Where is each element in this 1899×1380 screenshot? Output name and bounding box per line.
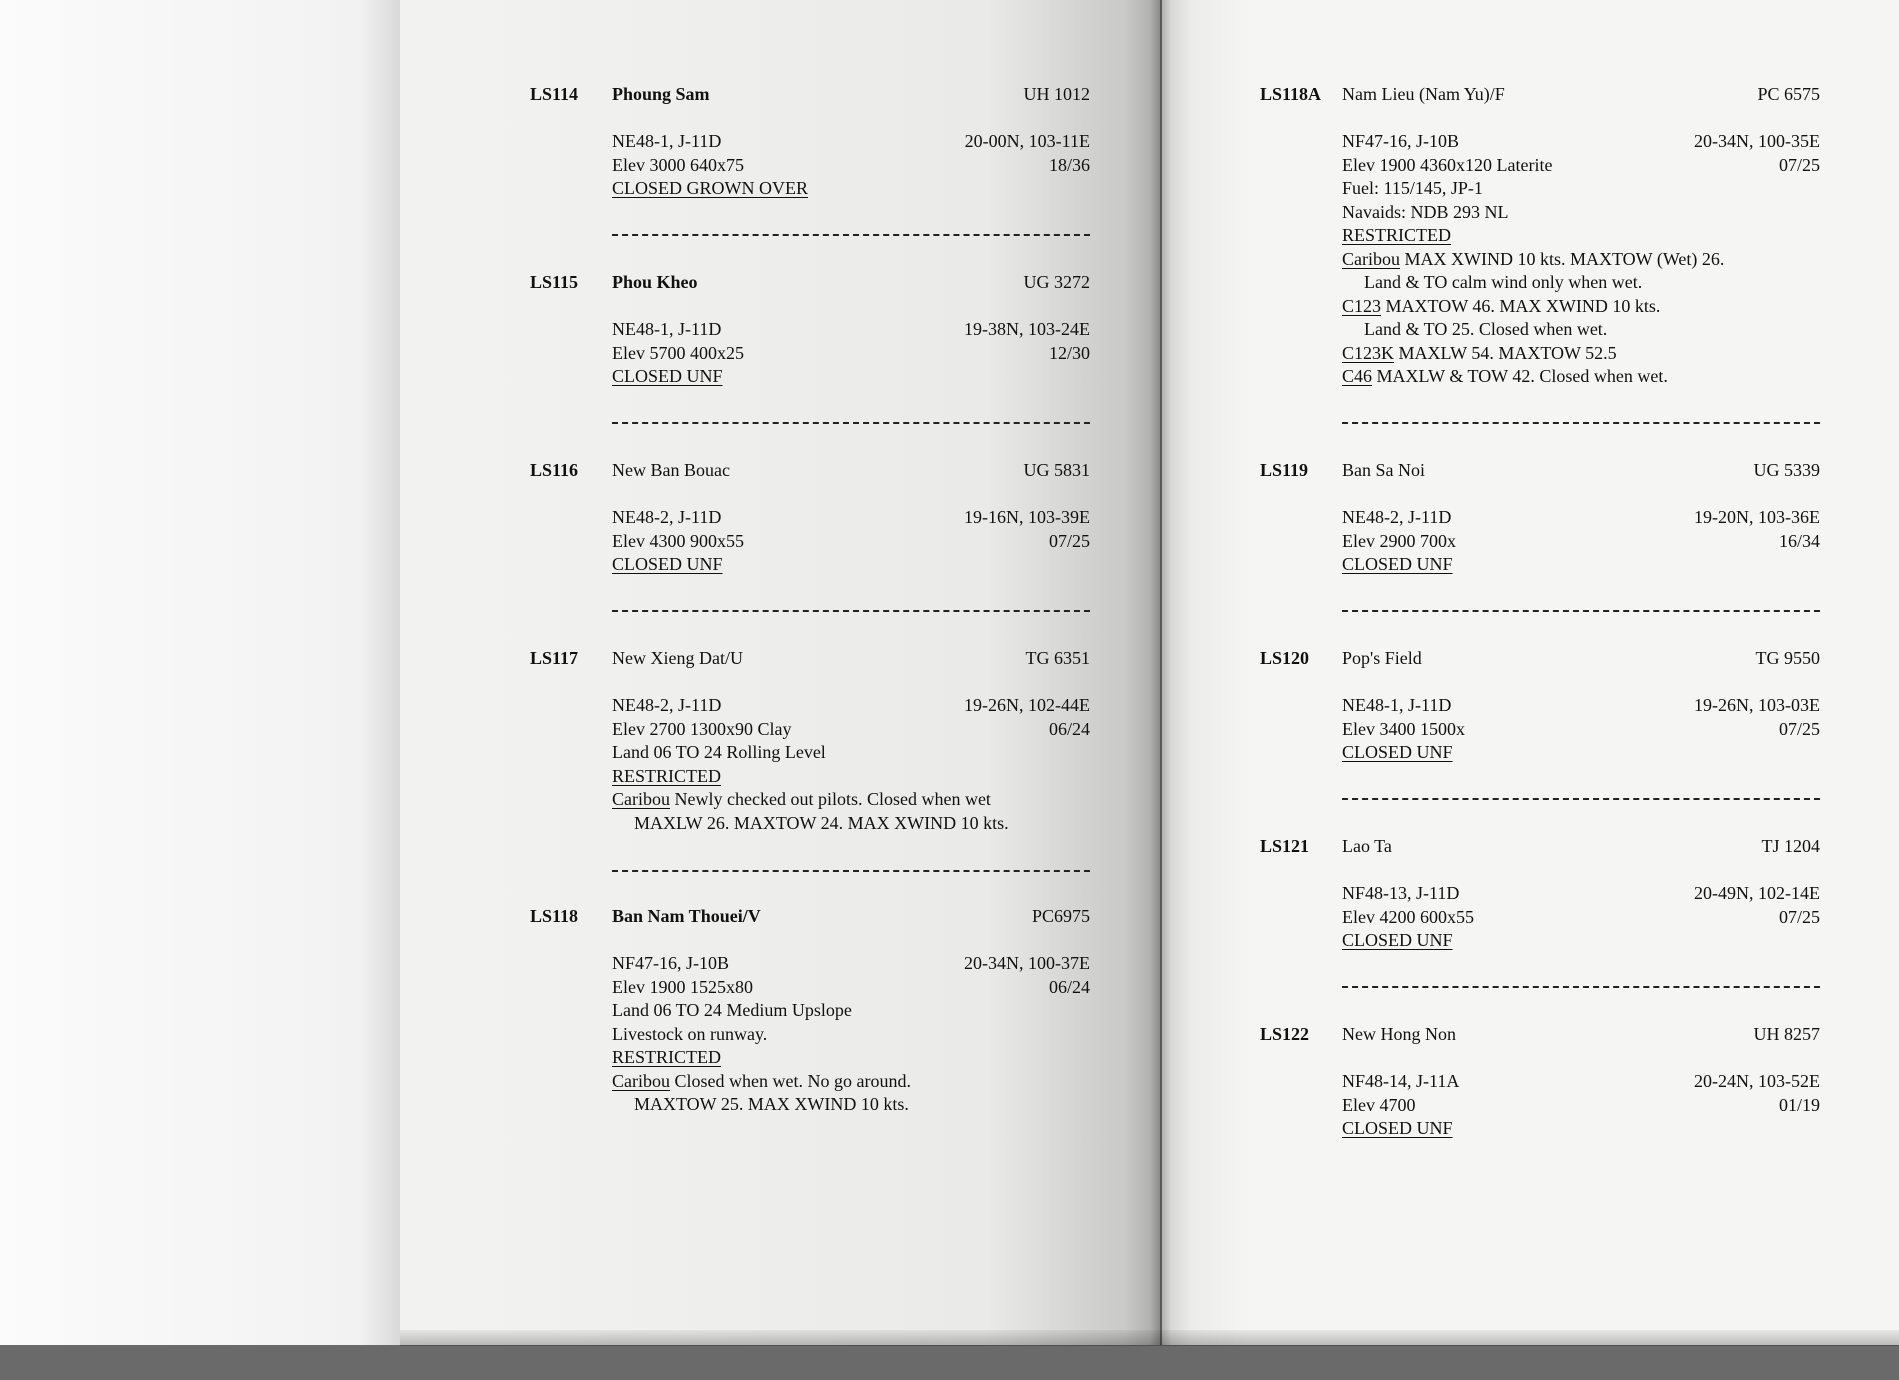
detail-right-value: 19-26N, 103-03E <box>1694 695 1820 715</box>
dashed-separator <box>1342 610 1820 612</box>
detail-text <box>612 177 808 201</box>
entry-details <box>612 130 1090 201</box>
detail-text: C123K MAXLW 54. MAXTOW 52.5 <box>1342 342 1617 363</box>
detail-line <box>1342 1117 1820 1141</box>
grid-reference: UH 1012 <box>1023 84 1090 104</box>
dashed-separator <box>612 234 1090 236</box>
detail-text: Caribou MAX XWIND 10 kts. MAXTOW (Wet) 26. <box>1342 248 1725 269</box>
detail-line <box>1342 741 1820 765</box>
detail-text: Land & TO calm wind only when wet. <box>1364 272 1643 292</box>
detail-line <box>612 1093 1090 1117</box>
site-name: Phoung Sam <box>612 84 710 104</box>
detail-line <box>612 976 1090 1000</box>
entry-header <box>1260 648 1820 670</box>
detail-text: Caribou Newly checked out pilots. Closed when wet <box>612 789 991 809</box>
detail-right-value: 07/25 <box>1048 530 1090 551</box>
dashed-separator <box>1342 422 1820 424</box>
detail-line <box>612 530 1090 554</box>
detail-right-value: 19-16N, 103-39E <box>964 507 1090 527</box>
detail-line <box>1342 506 1820 530</box>
entry-header <box>530 460 1090 482</box>
site-code: LS122 <box>1260 1024 1310 1044</box>
grid-reference: TG 6351 <box>1025 648 1090 668</box>
detail-line <box>612 318 1090 342</box>
detail-line <box>1342 224 1820 248</box>
detail-line <box>612 553 1090 577</box>
detail-text <box>612 1046 721 1070</box>
grid-reference: UG 5339 <box>1753 460 1820 480</box>
site-code: LS119 <box>1260 460 1309 480</box>
detail-line <box>612 365 1090 389</box>
detail-right-value: 16/34 <box>1778 530 1820 551</box>
dashed-separator <box>612 870 1090 872</box>
detail-right-value: 19-38N, 103-24E <box>964 319 1090 339</box>
detail-line <box>612 718 1090 742</box>
detail-line <box>612 154 1090 178</box>
underlined-label: CLOSED UNF <box>1342 930 1453 950</box>
detail-text: Elev 4700 <box>1342 1094 1416 1115</box>
detail-right-value: 06/24 <box>1048 976 1090 997</box>
underlined-label: CLOSED UNF <box>1342 1118 1453 1138</box>
entry-details <box>612 952 1090 1117</box>
detail-text: Elev 5700 400x25 <box>612 342 744 363</box>
entry-header <box>530 648 1090 670</box>
detail-right-value: 12/30 <box>1048 342 1090 363</box>
detail-line <box>1342 882 1820 906</box>
detail-text <box>1342 929 1453 953</box>
underlined-label: Caribou <box>612 789 670 809</box>
detail-text <box>1342 741 1453 765</box>
detail-text: Elev 1900 4360x120 Laterite <box>1342 154 1553 175</box>
detail-line <box>1342 130 1820 154</box>
detail-line <box>612 765 1090 789</box>
entry-details <box>612 318 1090 389</box>
detail-text: Caribou Closed when wet. No go around. <box>612 1070 911 1091</box>
detail-right-value: 20-00N, 103-11E <box>964 131 1090 151</box>
detail-line <box>612 694 1090 718</box>
detail-text: C46 MAXLW & TOW 42. Closed when wet. <box>1342 366 1668 386</box>
detail-line <box>1342 1070 1820 1094</box>
detail-text: C123 MAXTOW 46. MAX XWIND 10 kts. <box>1342 295 1661 316</box>
detail-text: Land 06 TO 24 Medium Upslope <box>612 1000 852 1020</box>
underlined-label: CLOSED UNF <box>612 554 723 574</box>
detail-right-value: 20-24N, 103-52E <box>1694 1071 1820 1091</box>
entry-header <box>1260 836 1820 858</box>
site-name: Ban Nam Thouei/V <box>612 906 761 926</box>
detail-line <box>612 741 1090 765</box>
underlined-label: CLOSED GROWN OVER <box>612 178 808 198</box>
detail-line <box>612 1070 1090 1094</box>
detail-text <box>1342 1117 1453 1141</box>
underlined-label: CLOSED UNF <box>1342 554 1453 574</box>
detail-text: Elev 1900 1525x80 <box>612 976 753 997</box>
underlined-label: C46 <box>1342 366 1373 386</box>
detail-text: MAXLW 26. MAXTOW 24. MAX XWIND 10 kts. <box>634 812 1009 833</box>
site-code: LS116 <box>530 460 579 480</box>
site-name: New Hong Non <box>1342 1024 1456 1044</box>
detail-right-value: 19-26N, 102-44E <box>964 695 1090 715</box>
underlined-label: C123K <box>1342 342 1395 363</box>
detail-right-value: 18/36 <box>1048 154 1090 175</box>
detail-line <box>612 342 1090 366</box>
underlined-label: RESTRICTED <box>1342 225 1452 245</box>
detail-right-value: 19-20N, 103-36E <box>1694 507 1820 527</box>
site-code: LS114 <box>530 84 579 104</box>
detail-text: NE48-2, J-11D <box>612 507 722 527</box>
entry-details <box>1342 506 1820 577</box>
underlined-label: Caribou <box>1342 248 1400 269</box>
detail-line <box>612 177 1090 201</box>
entry-details <box>1342 882 1820 953</box>
detail-text: NE48-1, J-11D <box>612 319 722 339</box>
site-name: New Xieng Dat/U <box>612 648 743 668</box>
detail-text: Elev 4200 600x55 <box>1342 906 1474 927</box>
site-name: New Ban Bouac <box>612 460 730 480</box>
detail-text: Elev 3400 1500x <box>1342 718 1465 739</box>
detail-line <box>1342 718 1820 742</box>
site-code: LS117 <box>530 648 579 668</box>
detail-text <box>612 553 723 577</box>
detail-right-value: 20-34N, 100-37E <box>964 953 1090 973</box>
grid-reference: PC6975 <box>1031 906 1090 926</box>
detail-line <box>612 788 1090 812</box>
detail-text: NF48-13, J-11D <box>1342 883 1460 903</box>
entry-header <box>530 906 1090 928</box>
entry-header <box>1260 460 1820 482</box>
dashed-separator <box>1342 798 1820 800</box>
detail-line <box>612 812 1090 836</box>
site-name: Pop's Field <box>1342 648 1422 668</box>
detail-text: Land & TO 25. Closed when wet. <box>1364 319 1608 339</box>
detail-text: NF47-16, J-10B <box>1342 131 1460 151</box>
dashed-separator <box>612 422 1090 424</box>
underlined-label: CLOSED UNF <box>1342 742 1453 762</box>
grid-reference: TG 9550 <box>1755 648 1820 668</box>
detail-text: Elev 2700 1300x90 Clay <box>612 718 792 739</box>
site-code: LS115 <box>530 272 579 292</box>
detail-text: Elev 3000 640x75 <box>612 154 744 175</box>
detail-text: NE48-2, J-11D <box>612 695 722 715</box>
detail-line <box>1342 154 1820 178</box>
site-code: LS121 <box>1260 836 1310 856</box>
detail-text: Elev 4300 900x55 <box>612 530 744 551</box>
detail-right-value: 20-34N, 100-35E <box>1694 131 1820 151</box>
detail-text: Fuel: 115/145, JP-1 <box>1342 178 1483 198</box>
entry-header <box>1260 84 1820 106</box>
detail-line <box>1342 553 1820 577</box>
detail-line <box>1342 201 1820 225</box>
detail-text: Navaids: NDB 293 NL <box>1342 201 1509 222</box>
grid-reference: UG 5831 <box>1023 460 1090 480</box>
site-name: Lao Ta <box>1342 836 1392 856</box>
detail-text <box>1342 553 1453 577</box>
detail-right-value: 07/25 <box>1778 718 1820 739</box>
grid-reference: TJ 1204 <box>1761 836 1820 856</box>
site-name: Ban Sa Noi <box>1342 460 1425 480</box>
site-code: LS118 <box>530 906 579 926</box>
entry-header <box>530 272 1090 294</box>
detail-line <box>1342 177 1820 201</box>
detail-right-value: 06/24 <box>1048 718 1090 739</box>
detail-line <box>1342 906 1820 930</box>
underlined-label: RESTRICTED <box>612 765 722 786</box>
detail-text: NE48-1, J-11D <box>1342 695 1452 715</box>
grid-reference: UG 3272 <box>1023 272 1090 292</box>
detail-right-value: 07/25 <box>1778 906 1820 927</box>
dashed-separator <box>1342 986 1820 988</box>
site-name: Phou Kheo <box>612 272 698 292</box>
entry-details <box>1342 130 1820 389</box>
site-code: LS118A <box>1260 84 1322 104</box>
detail-right-value: 01/19 <box>1778 1094 1820 1115</box>
entry-details <box>612 506 1090 577</box>
detail-line <box>1342 271 1820 295</box>
detail-line <box>1342 295 1820 319</box>
detail-line <box>612 1023 1090 1047</box>
dashed-separator <box>612 610 1090 612</box>
detail-line <box>1342 318 1820 342</box>
detail-text: Elev 2900 700x <box>1342 530 1456 551</box>
entry-header <box>1260 1024 1820 1046</box>
underlined-label: C123 <box>1342 295 1382 316</box>
detail-line <box>1342 530 1820 554</box>
detail-line <box>1342 248 1820 272</box>
detail-line <box>612 506 1090 530</box>
detail-text: NF47-16, J-10B <box>612 953 730 973</box>
detail-right-value: 20-49N, 102-14E <box>1694 883 1820 903</box>
detail-line <box>1342 1094 1820 1118</box>
detail-line <box>612 999 1090 1023</box>
detail-line <box>612 952 1090 976</box>
detail-line <box>612 130 1090 154</box>
detail-line <box>1342 694 1820 718</box>
detail-text: Livestock on runway. <box>612 1023 768 1044</box>
detail-text: NF48-14, J-11A <box>1342 1071 1460 1091</box>
underlined-label: CLOSED UNF <box>612 366 723 386</box>
detail-line <box>1342 365 1820 389</box>
detail-right-value: 07/25 <box>1778 154 1820 175</box>
book-gutter <box>1150 0 1170 1345</box>
detail-text <box>612 765 721 789</box>
underlined-label: Caribou <box>612 1070 670 1091</box>
detail-text: NE48-1, J-11D <box>612 131 722 151</box>
detail-text: NE48-2, J-11D <box>1342 507 1452 527</box>
entry-details <box>612 694 1090 835</box>
detail-line <box>1342 929 1820 953</box>
site-code: LS120 <box>1260 648 1310 668</box>
detail-text <box>1342 224 1451 248</box>
left-page-margin <box>0 0 400 1345</box>
entry-header <box>530 84 1090 106</box>
grid-reference: PC 6575 <box>1757 84 1820 104</box>
entry-details <box>1342 694 1820 765</box>
grid-reference: UH 8257 <box>1753 1024 1820 1044</box>
page-bottom-shadow <box>400 1330 1899 1346</box>
detail-line <box>612 1046 1090 1070</box>
entry-details <box>1342 1070 1820 1141</box>
detail-text: MAXTOW 25. MAX XWIND 10 kts. <box>634 1094 909 1114</box>
detail-text <box>612 365 723 389</box>
site-name: Nam Lieu (Nam Yu)/F <box>1342 84 1505 104</box>
detail-text: Land 06 TO 24 Rolling Level <box>612 742 826 762</box>
detail-line <box>1342 342 1820 366</box>
underlined-label: RESTRICTED <box>612 1047 722 1067</box>
